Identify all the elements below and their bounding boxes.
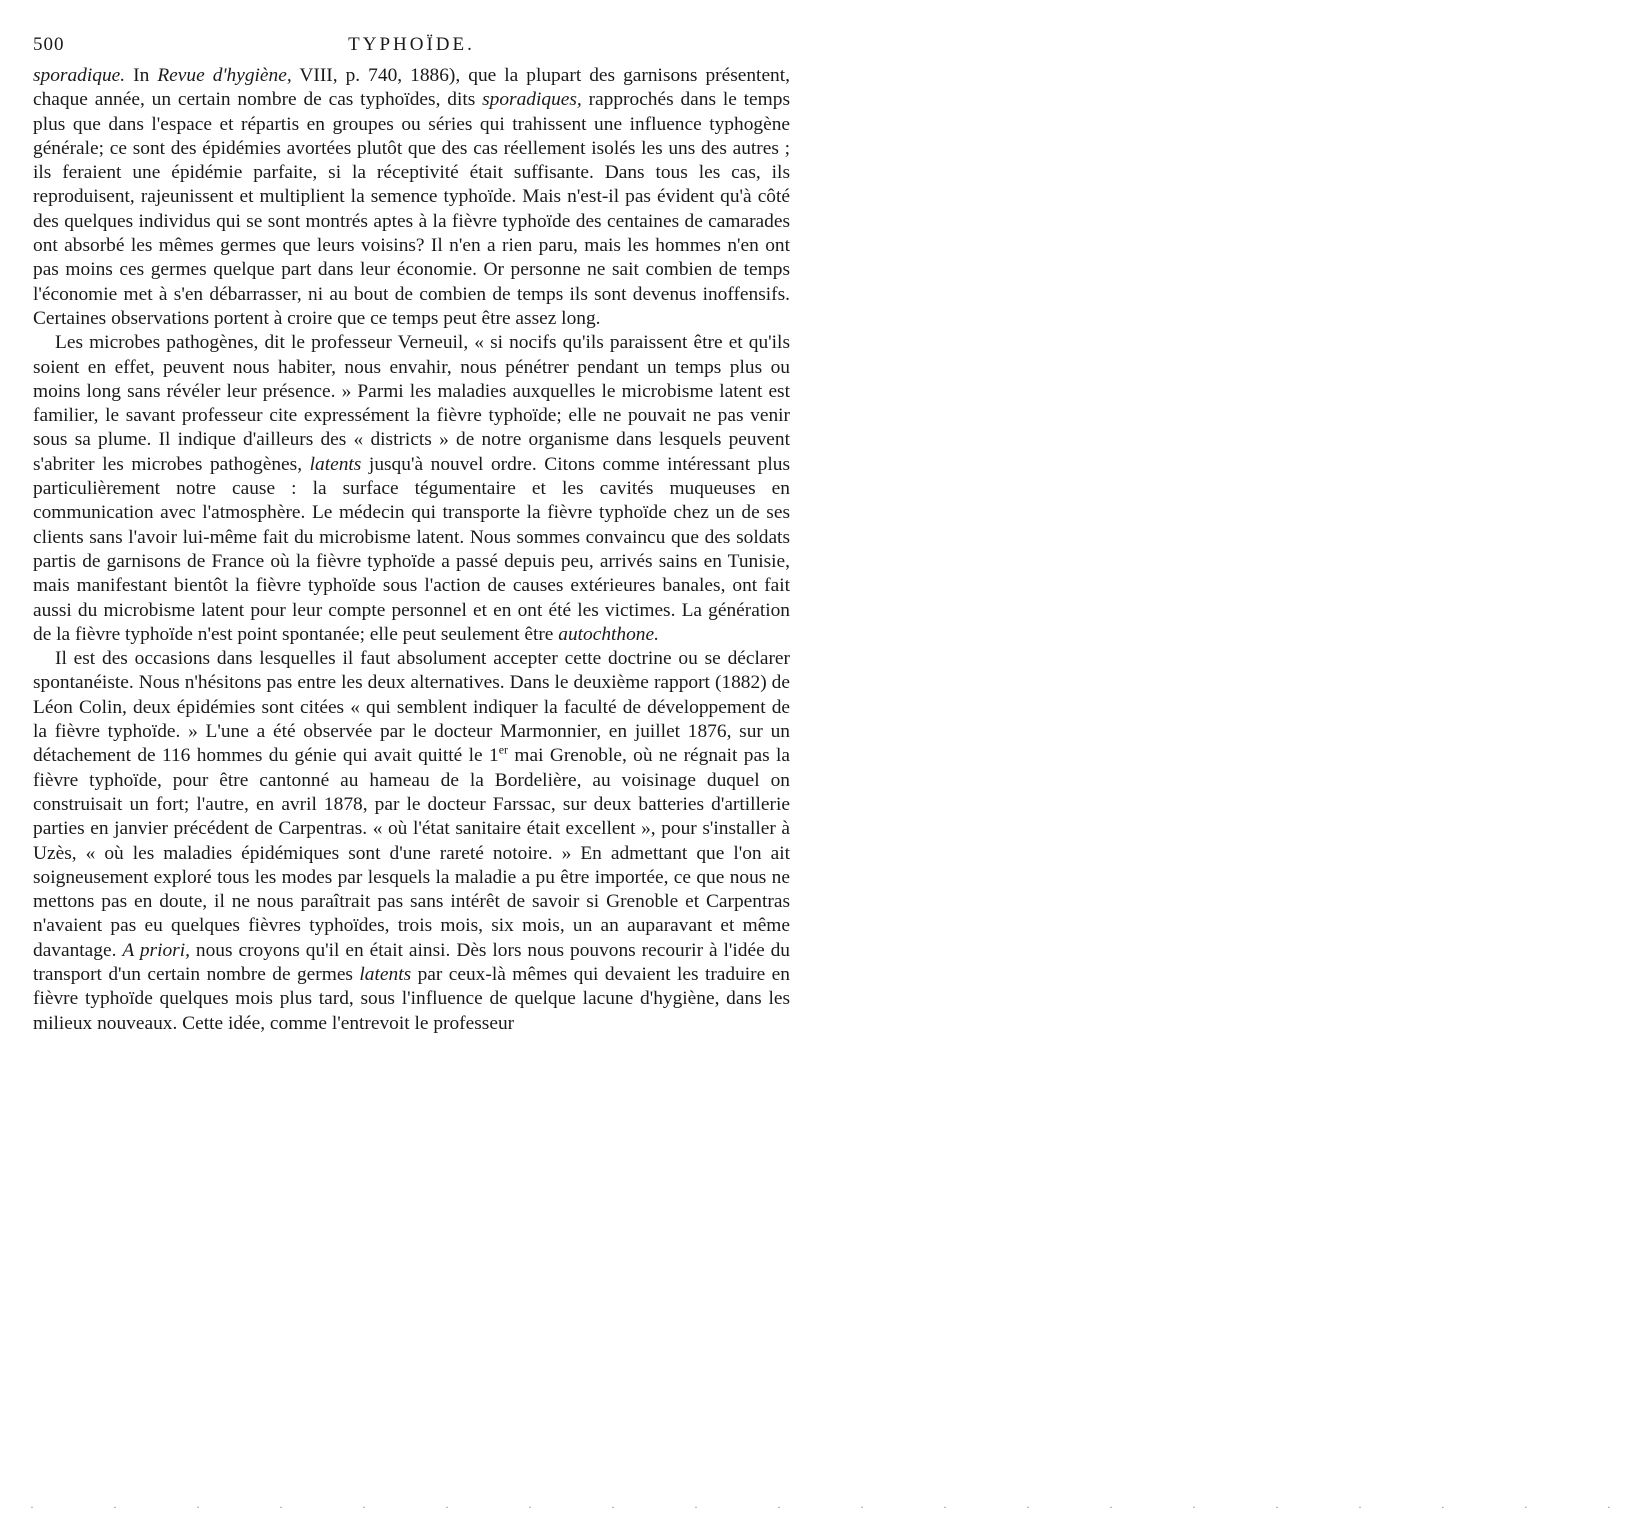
text-run: mai Grenoble, où ne régnait pas la fièvre typhoïde, pour être cantonné au hameau de la Bordelière, au voisinage duquel on construisait un fort; l'autre, en avril 1878, par le docteur Farssac, sur deux batteries d'artillerie parties en janvier précédent de Carpentras. « où l'état sanitaire était excellent », pour s'installer à Uzès, « où les maladies épidémiques sont d'une rareté notoire. » En admettant que l'on ait soigneusement exploré tous les modes par lesquels la maladie a pu être importée, ce que nous ne mettons pas en doute, il ne nous paraîtrait pas sans intérêt de savoir si Grenoble et Carpentras n'avaient pas eu quelques fièvres typhoïdes, trois mois, six mois, un an auparavant et même davantage.: [33, 745, 790, 961]
body-text: [33, 64, 790, 1036]
page-header: [33, 30, 790, 64]
running-title: TYPHOÏDE.: [348, 34, 475, 55]
superscript: er: [498, 742, 509, 757]
paragraph-1: [33, 64, 790, 331]
text-run: VIII, p. 740, 1886), que la plupart des garnisons présentent, chaque année, un certain nombre de cas typhoïdes, dits: [33, 65, 790, 111]
paragraph-3: [33, 647, 790, 1036]
text-run: rapprochés dans le temps plus que dans l'espace et répartis en groupes ou séries qui trahissent une influence typhogène générale; ce sont des épidémies avortées plutôt que des cas réellement isolés les uns des autres ; ils feraient une épidémie parfaite, si la réceptivité était suffisante. Dans tous les cas, ils reproduisent, rajeunissent et multiplient la semence typhoïde. Mais n'est-il pas évident qu'à côté des quelques individus qui se sont montrés aptes à la fièvre typhoïde des centaines de camarades ont absorbé les mêmes germes que leurs voisins? Il n'en a rien paru, mais les hommes n'en ont pas moins ces germes quelque part dans leur économie. Or personne ne sait combien de temps l'économie met à s'en débarrasser, ni au bout de combien de temps ils sont devenus inoffensifs. Certaines observations portent à croire que ce temps peut être assez long.: [33, 89, 790, 329]
scan-noise-dots: · · · · · · · · · · · · · · · · · · · ·: [30, 1500, 1649, 1514]
italic-text: A priori,: [122, 939, 190, 961]
page-number: 500: [33, 34, 65, 55]
text-run: par ceux-là mêmes qui devaient les traduire en fièvre typhoïde quelques mois plus tard, sous l'influence de quelque lacune d'hygiène, dans les milieux nouveaux. Cette idée, comme l'entrevoit le professeur: [33, 963, 790, 1034]
italic-text: latents: [309, 453, 362, 475]
text-run: nous croyons qu'il en était ainsi. Dès lors nous pouvons recourir à l'idée du transport d'un certain nombre de germes: [33, 939, 791, 985]
italic-text: sporadique.: [33, 65, 126, 86]
italic-text: latents: [359, 963, 412, 985]
text-run: Il est des occasions dans lesquelles il faut absolument accepter cette doctrine ou se déclarer spontanéiste. Nous n'hésitons pas entre les deux alternatives. Dans le deuxième rapport (1882) de Léon Colin, deux épidémies sont citées « qui semblent indiquer la faculté de développement de la fièvre typhoïde. » L'une a été observée par le docteur Marmonnier, en juillet 1876, sur un détachement de 116 hommes du génie qui avait quitté le 1: [33, 648, 790, 767]
text-run: jusqu'à nouvel ordre. Citons comme intéressant plus particulièrement notre cause : la surface tégumentaire et les cavités muqueuses en communication avec l'atmosphère. Le médecin qui transporte la fièvre typhoïde chez un de ses clients sans l'avoir lui-même fait du microbisme latent. Nous sommes convaincu que des soldats partis de garnisons de France où la fièvre typhoïde a passé depuis peu, arrivés sains en Tunisie, mais manifestant bientôt la fièvre typhoïde sous l'action de causes extérieures banales, ont fait aussi du microbisme latent pour leur compte personnel et en ont été les victimes. La génération de la fièvre typhoïde n'est point spontanée; elle peut seulement être: [33, 453, 790, 645]
italic-text: sporadiques,: [482, 89, 582, 111]
italic-text: autochthone.: [558, 623, 659, 645]
journal-title: Revue d'hygiène,: [157, 65, 292, 86]
paragraph-2: [33, 331, 790, 647]
text-run: In: [125, 65, 158, 86]
text-run: Les microbes pathogènes, dit le professeur Verneuil, « si nocifs qu'ils paraissent être et qu'ils soient en effet, peuvent nous habiter, nous envahir, nous pénétrer pendant un temps plus ou moins long sans révéler leur présence. » Parmi les maladies auxquelles le microbisme latent est familier, le savant professeur cite expressément la fièvre typhoïde; elle ne pouvait ne pas venir sous sa plume. Il indique d'ailleurs des « districts » de notre organisme dans lesquels peuvent s'abriter les microbes pathogènes,: [33, 332, 790, 475]
